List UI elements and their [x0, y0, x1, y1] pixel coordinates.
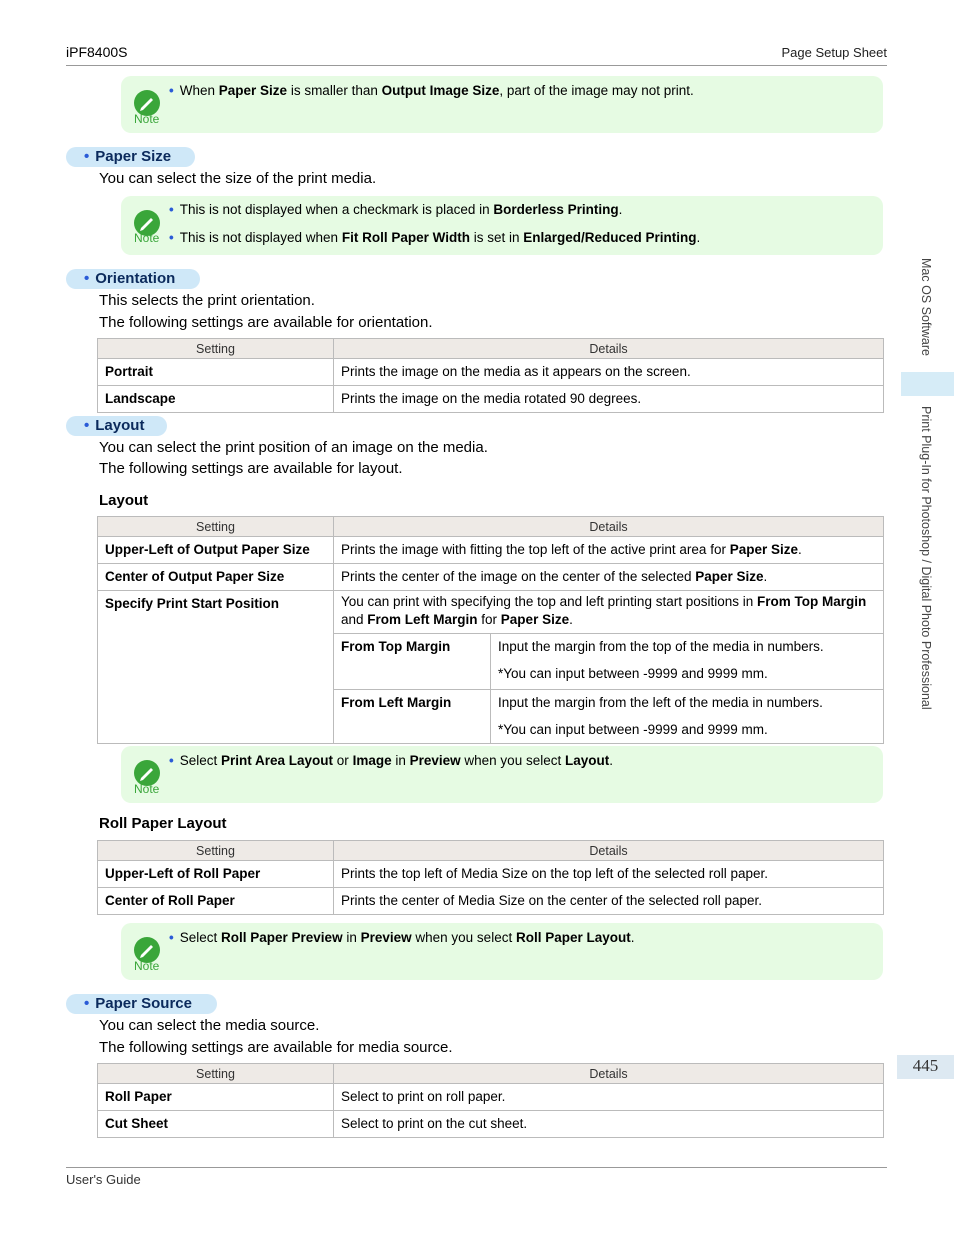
section-heading-layout: • Layout [66, 416, 167, 436]
table-row: Landscape Prints the image on the media rotated 90 degrees. [98, 386, 884, 413]
column-header-details: Details [334, 1064, 884, 1084]
column-header-setting: Setting [98, 841, 334, 861]
orientation-text-2: The following settings are available for orientation. [99, 314, 433, 331]
layout-text-1: You can select the print position of an image on the media. [99, 439, 488, 456]
table-row: Roll Paper Select to print on roll paper. [98, 1084, 884, 1111]
orientation-table [97, 338, 884, 413]
sidebar-section: Print Plug-In for Photoshop / Digital Photo Professional [919, 406, 933, 710]
layout-subheading: Layout [99, 492, 149, 509]
paper-source-table [97, 1063, 884, 1138]
table-row: Specify Print Start Position You can print with specifying the top and left printing start positions in From Top Margin and From Left Margin for Paper Size. From Top Margin Input the margin from the top of the media in numbers. *You can input between -9999 and 9999 mm. From Left Margin Input the margin from the left of the media in numbers. *You can input between -9999 and 9999 mm. [98, 591, 884, 744]
paper-size-text: You can select the size of the print media. [99, 170, 377, 187]
note-box [121, 196, 883, 255]
sidebar-chapter: Mac OS Software [919, 258, 933, 356]
note-box [121, 746, 883, 803]
paper-source-text-1: You can select the media source. [99, 1017, 320, 1034]
section-heading-paper-source: • Paper Source [66, 994, 217, 1014]
note-label: Note [134, 231, 160, 245]
section-heading-paper-size: • Paper Size [66, 147, 195, 167]
roll-paper-layout-subheading: Roll Paper Layout [99, 815, 227, 832]
footer-guide: User's Guide [66, 1172, 141, 1187]
column-header-setting: Setting [98, 1064, 334, 1084]
column-header-setting: Setting [98, 339, 334, 359]
table-row: Upper-Left of Roll Paper Prints the top left of Media Size on the top left of the selected roll paper. [98, 861, 884, 888]
layout-table [97, 516, 884, 744]
note-label: Note [134, 782, 160, 796]
sidebar-highlight [901, 372, 954, 396]
header-section: Page Setup Sheet [781, 45, 887, 60]
table-row: From Left Margin Input the margin from the left of the media in numbers. *You can input between -9999 and 9999 mm. [334, 690, 883, 744]
table-row: Center of Output Paper Size Prints the center of the image on the center of the selected Paper Size. [98, 564, 884, 591]
orientation-text-1: This selects the print orientation. [99, 292, 315, 309]
section-heading-orientation: • Orientation [66, 269, 200, 289]
layout-text-2: The following settings are available for layout. [99, 460, 403, 477]
note-label: Note [134, 959, 160, 973]
table-row: Cut Sheet Select to print on the cut sheet. [98, 1111, 884, 1138]
table-row: Center of Roll Paper Prints the center of Media Size on the center of the selected roll paper. [98, 888, 884, 915]
note-text: • When Paper Size is smaller than Output Image Size, part of the image may not print. [169, 83, 694, 98]
note-box [121, 923, 883, 980]
note-box [121, 76, 883, 133]
column-header-details: Details [334, 339, 884, 359]
note-text: • This is not displayed when a checkmark is placed in Borderless Printing. [169, 202, 623, 217]
margin-subtable [334, 633, 883, 743]
table-row: Upper-Left of Output Paper Size Prints the image with fitting the top left of the active print area for Paper Size. [98, 537, 884, 564]
footer-rule [66, 1167, 887, 1168]
table-row: From Top Margin Input the margin from the top of the media in numbers. *You can input between -9999 and 9999 mm. [334, 634, 883, 690]
note-text: • This is not displayed when Fit Roll Paper Width is set in Enlarged/Reduced Printing. [169, 230, 701, 245]
table-row: Portrait Prints the image on the media as it appears on the screen. [98, 359, 884, 386]
column-header-setting: Setting [98, 517, 334, 537]
note-label: Note [134, 112, 160, 126]
note-text: • Select Roll Paper Preview in Preview when you select Roll Paper Layout. [169, 930, 635, 945]
header-rule [66, 65, 887, 66]
column-header-details: Details [334, 841, 884, 861]
header-model: iPF8400S [66, 44, 128, 60]
page-number: 445 [912, 1056, 939, 1075]
column-header-details: Details [334, 517, 884, 537]
note-text: • Select Print Area Layout or Image in Preview when you select Layout. [169, 753, 613, 768]
roll-paper-layout-table [97, 840, 884, 915]
paper-source-text-2: The following settings are available for media source. [99, 1039, 453, 1056]
